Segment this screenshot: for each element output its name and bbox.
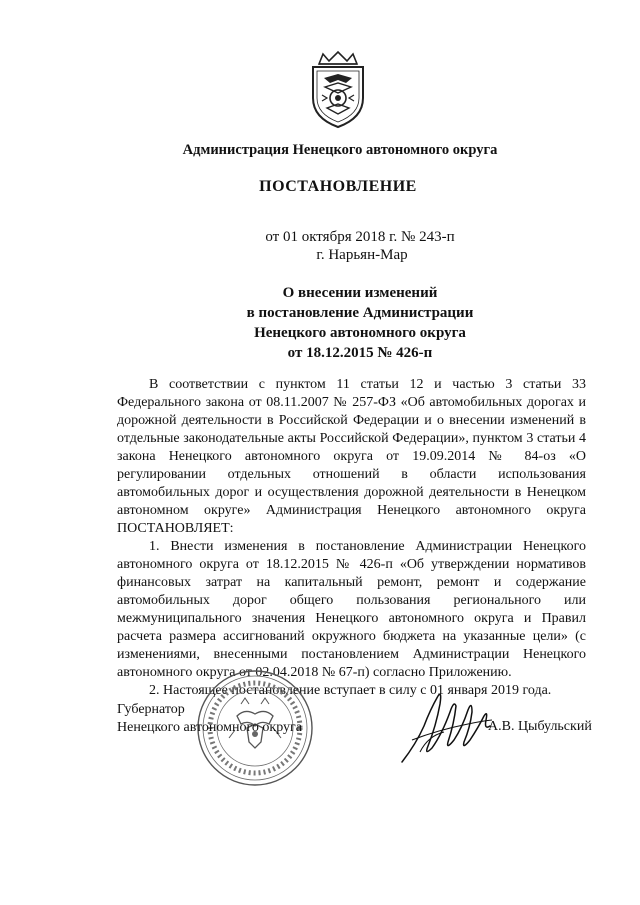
organization-title: Администрация Ненецкого автономного округа [182,142,498,158]
subject-line: Ненецкого автономного округа [254,325,466,341]
position-line: Ненецкого автономного округа [117,720,302,735]
document-type: ПОСТАНОВЛЕНИЕ [259,178,417,195]
document-date-number: от 01 октября 2018 г. № 243-п [265,229,455,245]
signer-name: А.В. Цыбульский [488,719,592,734]
position-line: Губернатор [117,702,185,717]
coat-of-arms-icon [305,50,371,130]
subject-line: от 18.12.2015 № 426-п [287,345,433,361]
document-city: г. Нарьян-Мар [316,247,408,263]
subject-line: в постановление Администрации [246,305,474,321]
preamble-paragraph: В соответствии с пунктом 11 статьи 12 и частью 3 статьи 33 Федерального закона от 08.11.2007 № 257-ФЗ «Об автомобильных дорогах и дорожной деятельности в Российской Федерации и о внесении изменений в отдельные законодательные акты Российской Федерации», пунктом 3 статьи 4 закона Ненецкого автономного округа от 19.09.2014 № 84-оз «О регулировании отдельных отношений в области использования автомобильных дорог и осуществления дорожной деятельности в Ненецком автономном округе» Администрация Ненецкого автономного округа ПОСТАНОВЛЯЕТ: [117,377,586,536]
signatory-position [117,701,302,737]
subject-line: О внесении изменений [282,285,438,301]
document-subject [40,283,640,363]
document-body [117,376,586,700]
item-1-paragraph: 1. Внести изменения в постановление Администрации Ненецкого автономного округа от 18.12.2015 № 426-п «Об утверждении нормативов финансовых затрат на капитальный ремонт, ремонт и содержание автомобильных дорог общего пользования регионального или межмуниципального значения Ненецкого автономного округа и Правил расчета размера ассигнований окружного бюджета на указанные цели» (с изменениями, внесенными постановлением Администрации Ненецкого автономного округа от 02.04.2018 № 67-п) согласно Приложению. [117,539,586,680]
handwritten-signature-icon [398,686,496,768]
item-2-paragraph: 2. Настоящее постановление вступает в силу с 01 января 2019 года. [149,683,552,698]
